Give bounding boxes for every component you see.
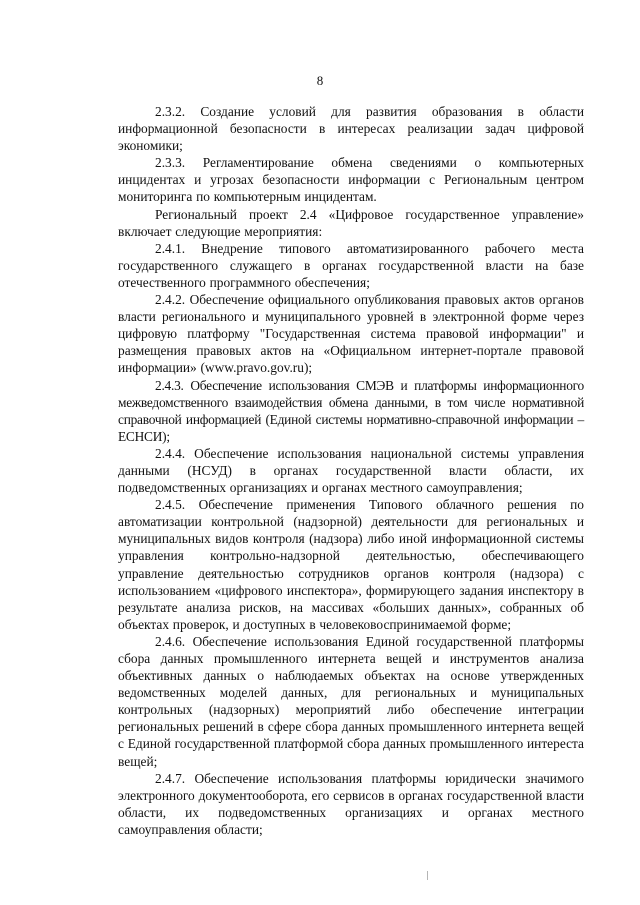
document-body [118, 103, 584, 838]
paragraph-2-4-5: 2.4.5. Обеспечение применения Типового облачного решения по автоматизации контрольной (надзорной) деятельности для региональных и муниципальных видов контроля (надзора) либо иной информационной системы управления контрольно-надзорной деятельностью, обеспечивающего управление деятельностью сотрудников органов контроля (надзора) с использованием «цифрового инспектора», формирующего задания инспектору в результате анализа рисков, на массивах «больших данных», собранных об объектах проверок, и доступных в человековоспринимаемой форме; [118, 497, 584, 632]
paragraph-2-3-2: 2.3.2. Создание условий для развития образования в области информационной безопасности в интересах реализации задач цифровой экономики; [118, 104, 584, 154]
paragraph-2-4-6: 2.4.6. Обеспечение использования Единой государственной платформы сбора данных промышленного интернета вещей и инструментов анализа объективных данных о наблюдаемых объектах на основе утвержденных ведомственных моделей данных, для региональных и муниципальных контрольных (надзорных) мероприятий либо обеспечение интеграции региональных решений в сфере сбора данных промышленного интернета вещей с Единой государственной платформой сбора данных промышленного интереста вещей; [118, 633, 584, 769]
paragraph-2-4-3: 2.4.3. Обеспечение использования СМЭВ и платформы информационного межведомственного взаимодействия обмена данными, в том числе нормативной справочной информацией (Единой системы нормативно-справочной информации – ЕСНСИ); [118, 377, 584, 444]
paragraph-2-4-2: 2.4.2. Обеспечение официального опубликования правовых актов органов власти регионального и муниципального уровней в электронной форме через цифровую платформу "Государственная система правовой информации" и размещения правовых актов на «Официальном интернет-портале правовой информации» (www.pravo.gov.ru); [118, 292, 584, 376]
paragraph-2-4-1: 2.4.1. Внедрение типового автоматизированного рабочего места государственного служащего в органах государственной власти на базе отечественного программного обеспечения; [118, 240, 584, 290]
page-number: 8 [316, 73, 324, 88]
paragraph-project-2-4-intro: Региональный проект 2.4 «Цифровое государственное управление» включает следующие мероприятия: [118, 206, 584, 239]
paragraph-2-4-7: 2.4.7. Обеспечение использования платформы юридически значимого электронного документооборота, его сервисов в органах государственной власти области, их подведомственных организациях и органах местного самоуправления области; [118, 770, 584, 837]
paragraph-2-4-4: 2.4.4. Обеспечение использования национальной системы управления данными (НСУД) в органах государственной власти области, их подведомственных организациях и органах местного самоуправления; [118, 445, 584, 496]
scan-speck [427, 871, 428, 880]
paragraph-2-3-3: 2.3.3. Регламентирование обмена сведениями о компьютерных инцидентах и угрозах безопасности информации с Региональным центром мониторинга по компьютерным инцидентам. [118, 155, 584, 205]
